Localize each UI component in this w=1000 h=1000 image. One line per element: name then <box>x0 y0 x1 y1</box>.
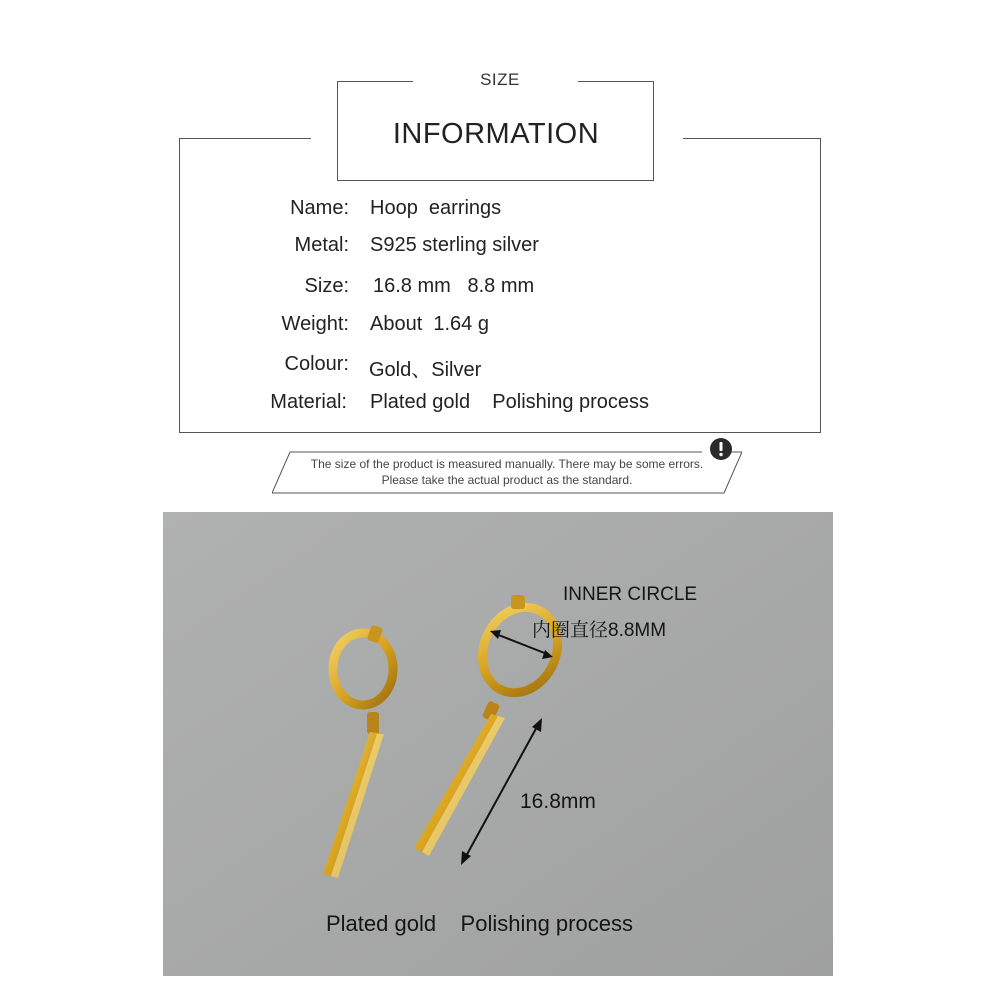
information-title: INFORMATION <box>392 118 600 150</box>
spec-value: 16.8 mm 8.8 mm <box>373 275 535 297</box>
spec-row-material <box>180 391 820 421</box>
spec-row-metal <box>180 234 820 264</box>
exclamation-icon <box>709 437 733 461</box>
spec-value: About 1.64 g <box>370 313 489 335</box>
disclaimer-line-2: Please take the actual product as the standard. <box>381 473 633 487</box>
spec-label: Size: <box>304 275 349 297</box>
spec-value: S925 sterling silver <box>370 234 539 256</box>
spec-label: Name: <box>290 197 349 219</box>
spec-row-colour <box>180 353 820 383</box>
spec-row-name <box>180 197 820 227</box>
spec-row-size <box>180 275 820 305</box>
spec-label: Colour: <box>284 353 349 375</box>
inner-circle-diameter: 内圈直径8.8MM <box>532 620 667 641</box>
spec-label: Material: <box>270 391 347 413</box>
spec-value: Plated gold Polishing process <box>370 391 650 413</box>
disclaimer-banner <box>272 448 742 494</box>
size-label: SIZE <box>480 70 520 89</box>
length-label: 16.8mm <box>520 790 596 813</box>
product-photo <box>163 512 833 976</box>
spec-row-weight <box>180 313 820 343</box>
inner-circle-label: INNER CIRCLE <box>563 584 698 605</box>
spec-value: Hoop earrings <box>370 197 502 219</box>
earrings-illustration <box>163 512 833 976</box>
disclaimer-line-1: The size of the product is measured manually. There may be some errors. <box>310 457 704 471</box>
spec-label: Weight: <box>281 313 349 335</box>
photo-caption: Plated gold Polishing process <box>326 911 633 936</box>
disclaimer-frame <box>272 448 742 494</box>
spec-value: Gold、Silver <box>369 359 482 381</box>
spec-label: Metal: <box>294 234 349 256</box>
